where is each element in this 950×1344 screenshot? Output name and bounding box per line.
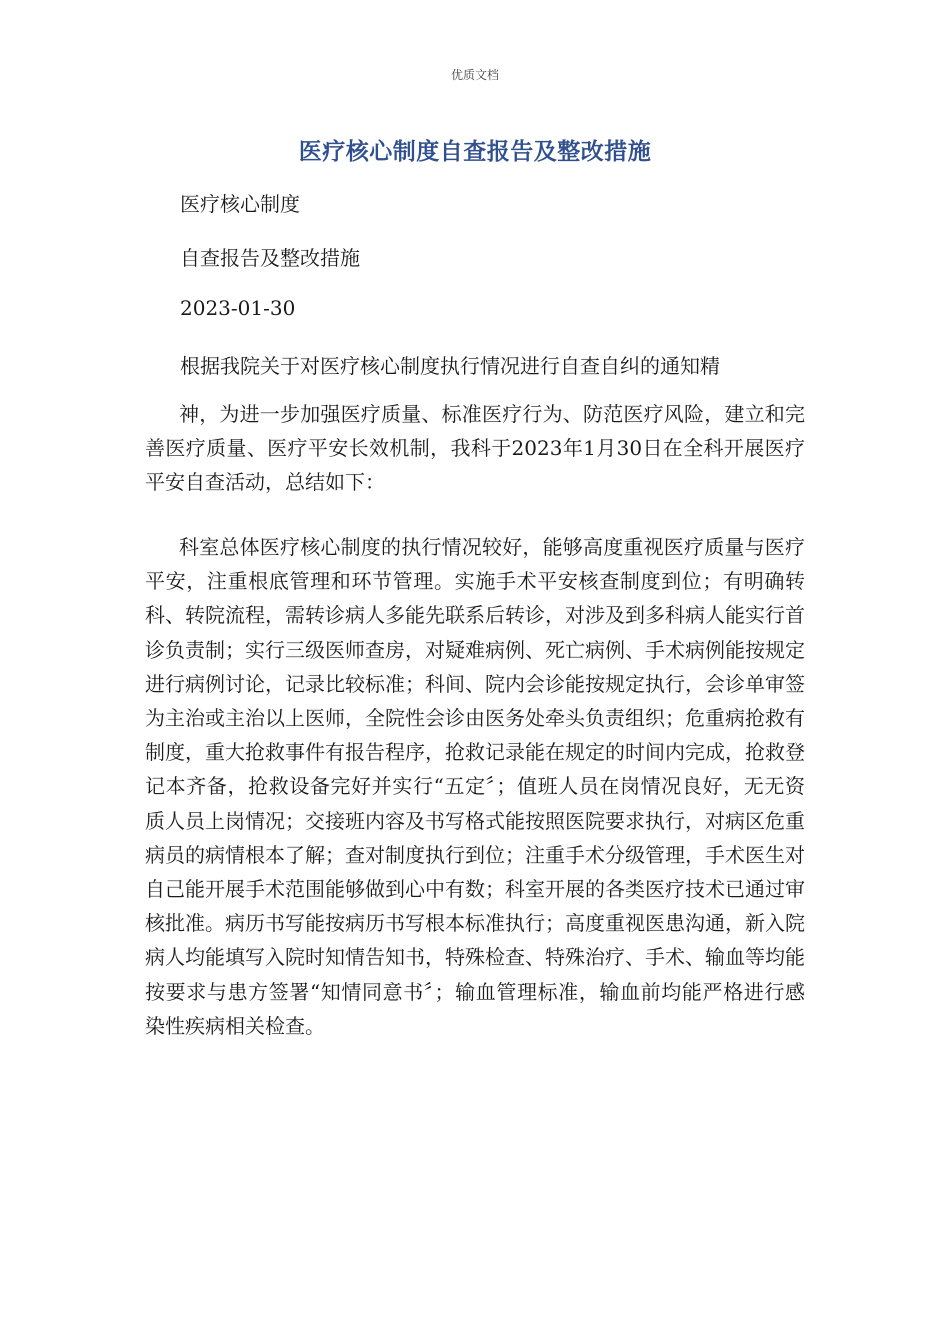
paragraph-1: 神，为进一步加强医疗质量、标准医疗行为、防范医疗风险，建立和完善医疗质量、医疗平安长效机制，我科于2023年1月30日在全科开展医疗平安自查活动，总结如下： [145, 402, 805, 495]
subtitle-line-1: 医疗核心制度 [180, 192, 300, 216]
page-header: 优质文档 [450, 68, 499, 82]
document-title: 医疗核心制度自查报告及整改措施 [298, 139, 652, 165]
paragraph-2: 科室总体医疗核心制度的执行情况较好，能够高度重视医疗质量与医疗平安，注重根底管理和环节管理。实施手术平安核查制度到位；有明确转科、转院流程，需转诊病人多能先联系后转诊，对涉及到多科病人能实行首诊负责制；实行三级医师查房，对疑难病例、死亡病例、手术病例能按规定进行病例讨论，记录比较标准；科间、院内会诊能按规定执行，会诊单审签为主治或主治以上医师，全院性会诊由医务处牵头负责组织；危重病抢救有制度，重大抢救事件有报告程序，抢救记录能在规定的时间内完成，抢救登记本齐备，抢救设备完好并实行“五定〞；值班人员在岗情况良好，无无资质人员上岗情况；交接班内容及书写格式能按照医院要求执行，对病区危重病员的病情根本了解；查对制度执行到位；注重手术分级管理，手术医生对自己能开展手术范围能够做到心中有数；科室开展的各类医疗技术已通过审核批准。病历书写能按病历书写根本标准执行；高度重视医患沟通，新入院病人均能填写入院时知情告知书，特殊检查、特殊治疗、手术、输血等均能按要求与患方签署“知情同意书〞；输血管理标准，输血前均能严格进行感染性疾病相关检查。 [145, 535, 805, 1038]
intro-line: 根据我院关于对医疗核心制度执行情况进行自查自纠的通知精 [180, 354, 720, 378]
subtitle-line-2: 自查报告及整改措施 [180, 246, 360, 270]
document-date: 2023-01-30 [180, 296, 296, 320]
